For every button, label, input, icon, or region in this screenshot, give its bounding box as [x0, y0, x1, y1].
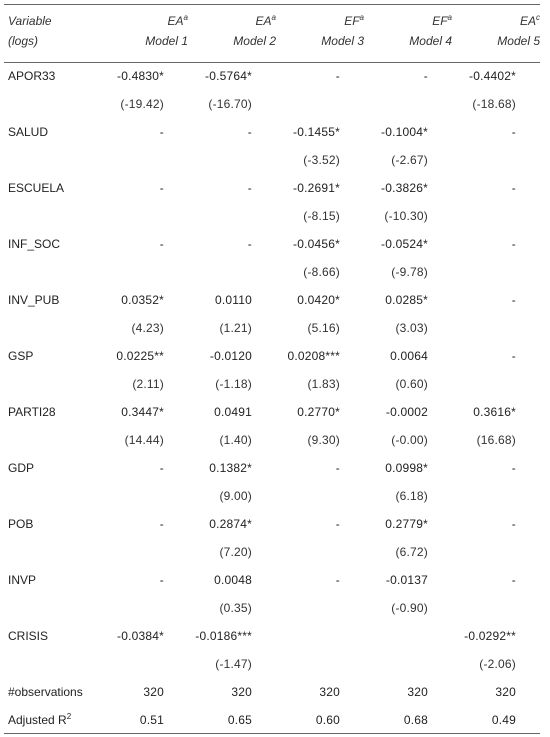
- summary-value: 320: [143, 685, 164, 699]
- summary-value: 0.68: [403, 713, 428, 727]
- table-row: [4, 286, 540, 314]
- tstat-row: [4, 258, 540, 286]
- t-statistic-cell: [276, 482, 364, 510]
- t-statistic-cell: (-0.90): [391, 601, 428, 615]
- t-statistic-cell: (-10.30): [384, 209, 428, 223]
- t-statistic-cell: (3.03): [395, 321, 428, 335]
- coefficient-cell: -0.2691*: [293, 181, 340, 195]
- variable-header: Variable: [8, 14, 52, 28]
- coefficient-cell: [276, 622, 364, 650]
- summary-value: 0.60: [315, 713, 340, 727]
- coefficient-cell: -: [159, 573, 164, 587]
- coefficient-cell: -: [511, 181, 516, 195]
- coefficient-cell: -: [511, 517, 516, 531]
- coefficient-cell: -: [247, 237, 252, 251]
- t-statistic-cell: (-8.66): [303, 265, 340, 279]
- empty-cell: [4, 146, 100, 174]
- summary-value: 0.65: [227, 713, 252, 727]
- t-statistic-cell: [276, 538, 364, 566]
- t-statistic-cell: (-3.52): [303, 153, 340, 167]
- t-statistic-cell: [452, 482, 540, 510]
- column-header-1: $EA^a$: [167, 13, 188, 28]
- t-statistic-cell: (9.30): [307, 433, 340, 447]
- model-label-4: Model 4: [409, 34, 452, 48]
- coefficient-cell: 0.0352*: [121, 293, 164, 307]
- t-statistic-cell: (6.72): [395, 545, 428, 559]
- coefficient-cell: 0.0420*: [297, 293, 340, 307]
- empty-cell: [4, 482, 100, 510]
- tstat-row: [4, 202, 540, 230]
- coefficient-cell: -: [159, 517, 164, 531]
- summary-row: [4, 706, 540, 734]
- coefficient-cell: -0.0292**: [464, 629, 516, 643]
- empty-cell: [4, 370, 100, 398]
- coefficient-cell: 0.0048: [214, 573, 252, 587]
- variable-name: GDP: [8, 461, 35, 475]
- variable-name: CRISIS: [8, 629, 49, 643]
- tstat-row: [4, 90, 540, 118]
- t-statistic-cell: [452, 594, 540, 622]
- t-statistic-cell: (5.16): [307, 321, 340, 335]
- empty-cell: [4, 538, 100, 566]
- coefficient-cell: -0.1455*: [293, 125, 340, 139]
- coefficient-cell: -0.1004*: [381, 125, 428, 139]
- variable-name: APOR33: [8, 69, 56, 83]
- variable-name: POB: [8, 517, 34, 531]
- coefficient-cell: -: [511, 349, 516, 363]
- coefficient-cell: 0.0064: [390, 349, 428, 363]
- coefficient-cell: -0.0186***: [195, 629, 252, 643]
- empty-cell: [4, 314, 100, 342]
- summary-value: 320: [407, 685, 428, 699]
- model-label-1: Model 1: [145, 34, 188, 48]
- empty-cell: [4, 650, 100, 678]
- t-statistic-cell: (14.44): [124, 433, 164, 447]
- coefficient-cell: -: [335, 573, 340, 587]
- summary-value: 320: [231, 685, 252, 699]
- column-header-3: $EF^a$: [344, 13, 364, 28]
- t-statistic-cell: [100, 482, 188, 510]
- summary-value: 0.49: [491, 713, 516, 727]
- t-statistic-cell: [100, 594, 188, 622]
- coefficient-cell: -: [159, 181, 164, 195]
- coefficient-cell: -0.4830*: [117, 69, 164, 83]
- coefficient-cell: -: [511, 125, 516, 139]
- regression-table: [4, 0, 540, 734]
- coefficient-cell: 0.0208***: [287, 349, 340, 363]
- variable-name: ESCUELA: [8, 181, 65, 195]
- table-row: [4, 454, 540, 482]
- t-statistic-cell: [188, 258, 276, 286]
- column-header-5: $EA^c$: [519, 13, 540, 28]
- coefficient-cell: 0.0225**: [116, 349, 164, 363]
- t-statistic-cell: [188, 202, 276, 230]
- coefficient-cell: -0.5764*: [205, 69, 252, 83]
- summary-label: #observations: [8, 685, 83, 699]
- t-statistic-cell: [276, 90, 364, 118]
- coefficient-cell: -0.0120: [209, 349, 252, 363]
- coefficient-cell: 0.0285*: [385, 293, 428, 307]
- variable-name: INVP: [8, 573, 37, 587]
- coefficient-cell: 0.0998*: [385, 461, 428, 475]
- t-statistic-cell: (-8.15): [303, 209, 340, 223]
- t-statistic-cell: [452, 538, 540, 566]
- t-statistic-cell: [188, 146, 276, 174]
- t-statistic-cell: [100, 146, 188, 174]
- model-label-5: Model 5: [497, 34, 540, 48]
- t-statistic-cell: [100, 650, 188, 678]
- coefficient-cell: -0.0456*: [293, 237, 340, 251]
- header-row-dependent: [4, 0, 540, 34]
- t-statistic-cell: (-0.00): [391, 433, 428, 447]
- coefficient-cell: -0.0384*: [117, 629, 164, 643]
- table-row: [4, 398, 540, 426]
- t-statistic-cell: [276, 594, 364, 622]
- summary-value: 0.51: [139, 713, 164, 727]
- coefficient-cell: -: [335, 69, 340, 83]
- summary-value: 320: [319, 685, 340, 699]
- coefficient-cell: -: [511, 573, 516, 587]
- coefficient-cell: 0.0110: [214, 293, 252, 307]
- t-statistic-cell: [276, 650, 364, 678]
- coefficient-cell: -0.0524*: [381, 237, 428, 251]
- tstat-row: [4, 314, 540, 342]
- t-statistic-cell: (-1.18): [215, 377, 252, 391]
- t-statistic-cell: [364, 650, 452, 678]
- t-statistic-cell: (1.40): [219, 433, 252, 447]
- t-statistic-cell: (7.20): [219, 545, 252, 559]
- t-statistic-cell: [452, 370, 540, 398]
- table-row: [4, 62, 540, 90]
- coefficient-cell: -: [335, 517, 340, 531]
- tstat-row: [4, 650, 540, 678]
- t-statistic-cell: [452, 258, 540, 286]
- column-header-4: $EF^a$: [432, 13, 452, 28]
- table-row: [4, 174, 540, 202]
- t-statistic-cell: [364, 90, 452, 118]
- table-row: [4, 566, 540, 594]
- model-label-2: Model 2: [233, 34, 276, 48]
- t-statistic-cell: (0.60): [395, 377, 428, 391]
- t-statistic-cell: (-18.68): [472, 97, 516, 111]
- t-statistic-cell: (1.21): [219, 321, 252, 335]
- t-statistic-cell: (0.35): [219, 601, 252, 615]
- variable-name: GSP: [8, 349, 34, 363]
- tstat-row: [4, 538, 540, 566]
- t-statistic-cell: (-9.78): [391, 265, 428, 279]
- tstat-row: [4, 482, 540, 510]
- tstat-row: [4, 594, 540, 622]
- coefficient-cell: -0.4402*: [469, 69, 516, 83]
- table-row: [4, 622, 540, 650]
- coefficient-cell: 0.2770*: [297, 405, 340, 419]
- t-statistic-cell: [452, 202, 540, 230]
- summary-value: 320: [495, 685, 516, 699]
- coefficient-cell: -0.0002: [385, 405, 428, 419]
- empty-cell: [4, 258, 100, 286]
- tstat-row: [4, 370, 540, 398]
- t-statistic-cell: [100, 538, 188, 566]
- empty-cell: [4, 90, 100, 118]
- coefficient-cell: -: [159, 125, 164, 139]
- variable-name: SALUD: [8, 125, 49, 139]
- t-statistic-cell: (1.83): [307, 377, 340, 391]
- t-statistic-cell: (-2.06): [479, 657, 516, 671]
- t-statistic-cell: (-2.67): [391, 153, 428, 167]
- model-label-3: Model 3: [321, 34, 364, 48]
- t-statistic-cell: [452, 314, 540, 342]
- coefficient-cell: -0.3826*: [381, 181, 428, 195]
- summary-row: [4, 678, 540, 706]
- variable-name: INF_SOC: [8, 237, 61, 251]
- coefficient-cell: -: [247, 181, 252, 195]
- coefficient-cell: -: [247, 125, 252, 139]
- summary-label: Adjusted $R^2$: [8, 712, 72, 727]
- coefficient-cell: -: [159, 461, 164, 475]
- table-row: [4, 118, 540, 146]
- coefficient-cell: -: [511, 461, 516, 475]
- coefficient-cell: 0.3447*: [121, 405, 164, 419]
- empty-cell: [4, 426, 100, 454]
- variable-name: INV_PUB: [8, 293, 60, 307]
- tstat-row: [4, 426, 540, 454]
- coefficient-cell: -: [423, 69, 428, 83]
- header-row-model: [4, 34, 540, 62]
- coefficient-cell: -: [335, 461, 340, 475]
- coefficient-cell: 0.2874*: [209, 517, 252, 531]
- coefficient-cell: 0.1382*: [209, 461, 252, 475]
- t-statistic-cell: [100, 258, 188, 286]
- tstat-row: [4, 146, 540, 174]
- coefficient-cell: 0.3616*: [473, 405, 516, 419]
- variable-name: PARTI28: [8, 405, 56, 419]
- table-row: [4, 230, 540, 258]
- t-statistic-cell: (9.00): [219, 489, 252, 503]
- t-statistic-cell: [100, 202, 188, 230]
- t-statistic-cell: (-1.47): [215, 657, 252, 671]
- t-statistic-cell: (4.23): [131, 321, 164, 335]
- table-row: [4, 342, 540, 370]
- coefficient-cell: 0.0491: [214, 405, 252, 419]
- t-statistic-cell: (-19.42): [120, 97, 164, 111]
- t-statistic-cell: (-16.70): [208, 97, 252, 111]
- coefficient-cell: -: [511, 237, 516, 251]
- table-row: [4, 510, 540, 538]
- column-header-2: $EA^a$: [255, 13, 276, 28]
- t-statistic-cell: [452, 146, 540, 174]
- coefficient-cell: -0.0137: [385, 573, 428, 587]
- t-statistic-cell: (6.18): [395, 489, 428, 503]
- coefficient-cell: -: [511, 293, 516, 307]
- coefficient-cell: -: [159, 237, 164, 251]
- t-statistic-cell: (2.11): [132, 377, 164, 391]
- empty-cell: [4, 594, 100, 622]
- coefficient-cell: [364, 622, 452, 650]
- empty-cell: [4, 202, 100, 230]
- coefficient-cell: 0.2779*: [385, 517, 428, 531]
- logs-header: (logs): [8, 34, 39, 48]
- table-body: [4, 62, 540, 734]
- t-statistic-cell: (16.68): [476, 433, 516, 447]
